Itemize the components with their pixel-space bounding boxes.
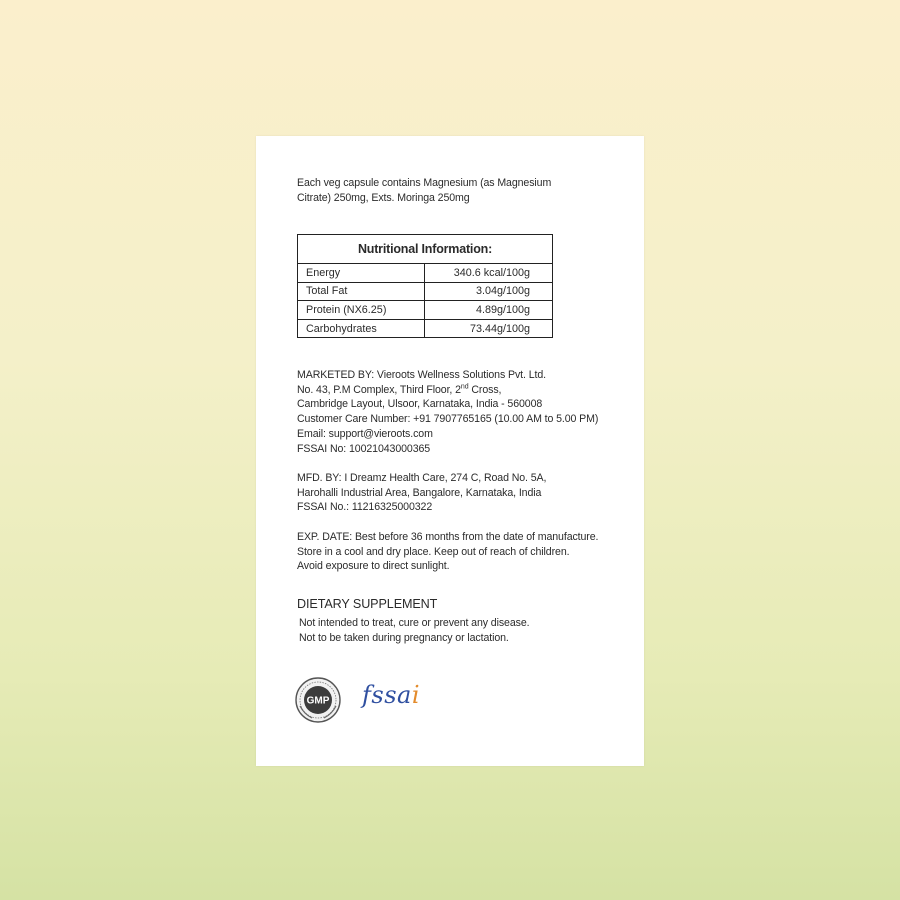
- marketed-by-section: [297, 368, 598, 456]
- mfd-line: Harohalli Industrial Area, Bangalore, Karnataka, India: [297, 486, 542, 499]
- gmp-seal-icon: [294, 676, 342, 724]
- nutrient-value: 340.6 kcal/100g: [425, 264, 553, 283]
- ordinal-suffix: nd: [460, 383, 469, 391]
- dietary-note-line: Not to be taken during pregnancy or lactation.: [299, 631, 509, 644]
- table-row: [298, 319, 553, 338]
- nutrient-value: 3.04g/100g: [425, 282, 553, 301]
- fssai-logo: [362, 681, 420, 717]
- expiry-storage-section: [297, 530, 598, 574]
- table-row: [298, 264, 553, 283]
- nutrient-name: Carbohydrates: [298, 319, 425, 338]
- product-label-panel: [256, 136, 644, 766]
- marketed-line: MARKETED BY: Vieroots Wellness Solutions Pvt. Ltd.: [297, 369, 546, 381]
- address-text: Cross,: [468, 383, 502, 396]
- nutrition-table: [297, 234, 553, 338]
- nutrient-value: 4.89g/100g: [425, 301, 553, 320]
- fssai-logo-i: i: [411, 681, 421, 709]
- email-line: Email: support@vieroots.com: [297, 427, 433, 440]
- marketed-line: Cambridge Layout, Ulsoor, Karnataka, India - 560008: [297, 398, 543, 411]
- composition-text: [297, 176, 551, 205]
- dietary-note-line: Not intended to treat, cure or prevent any disease.: [299, 617, 530, 629]
- manufactured-by-section: [297, 471, 546, 515]
- expiry-line: EXP. DATE: Best before 36 months from the date of manufacture.: [297, 531, 599, 543]
- nutrient-value: 73.44g/100g: [425, 319, 553, 338]
- dietary-supplement-title: DIETARY SUPPLEMENT: [297, 597, 438, 611]
- nutrient-name: Total Fat: [298, 282, 425, 301]
- dietary-notes: [299, 616, 529, 645]
- composition-line: Each veg capsule contains Magnesium (as Magnesium: [297, 177, 552, 189]
- marketed-address-line: [297, 383, 598, 398]
- table-row: [298, 282, 553, 301]
- mfd-line: MFD. BY: I Dreamz Health Care, 274 C, Road No. 5A,: [297, 472, 547, 484]
- nutrition-table-title: Nutritional Information:: [298, 235, 553, 264]
- storage-line: Store in a cool and dry place. Keep out of reach of children.: [297, 545, 570, 558]
- table-row: [298, 301, 553, 320]
- gmp-seal-text: GMP: [306, 695, 330, 707]
- fssai-logo-text: fssa: [362, 681, 412, 709]
- mfd-line: FSSAI No.: 11216325000322: [297, 501, 433, 514]
- address-text: No. 43, P.M Complex, Third Floor, 2: [297, 383, 461, 396]
- nutrient-name: Protein (NX6.25): [298, 301, 425, 320]
- nutrient-name: Energy: [298, 264, 425, 283]
- fssai-number-line: FSSAI No: 10021043000365: [297, 442, 431, 455]
- composition-line: Citrate) 250mg, Exts. Moringa 250mg: [297, 191, 470, 204]
- customer-care-line: Customer Care Number: +91 7907765165 (10.00 AM to 5.00 PM): [297, 413, 599, 426]
- storage-line: Avoid exposure to direct sunlight.: [297, 560, 450, 573]
